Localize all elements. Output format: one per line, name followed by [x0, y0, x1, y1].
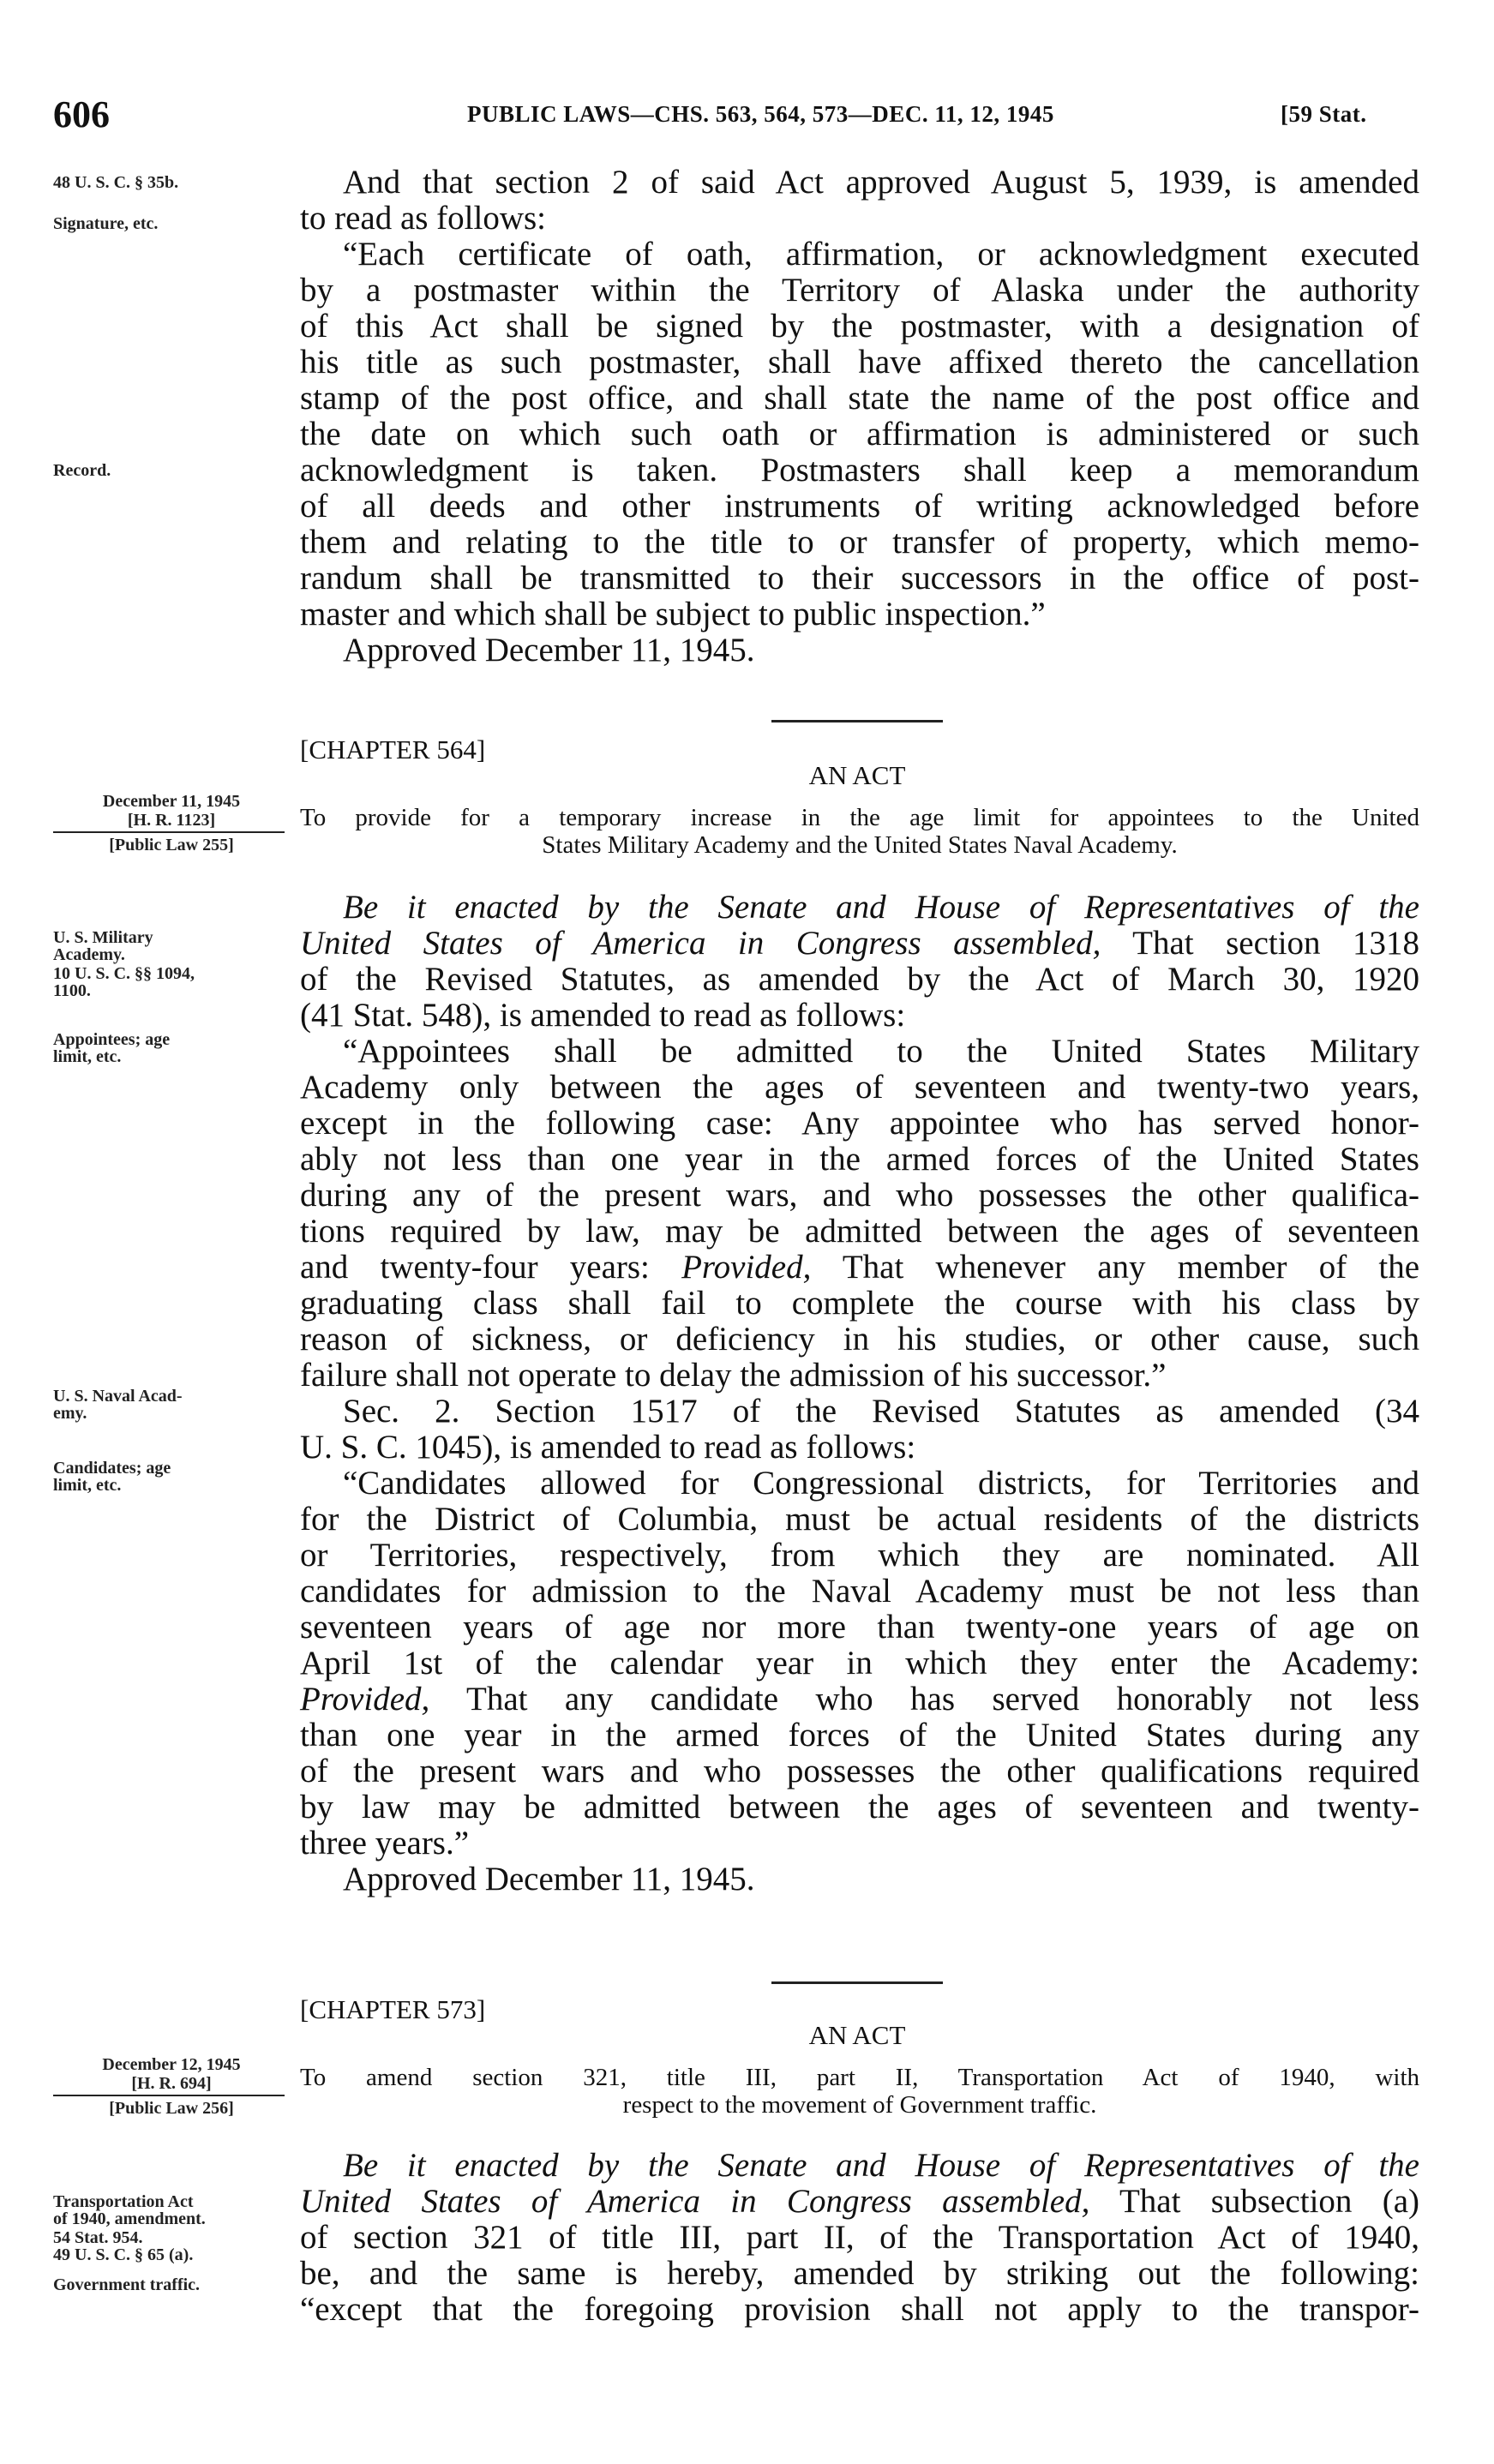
- text-line: master and which shall be subject to public inspection.”: [300, 596, 1046, 632]
- title-line: respect to the movement of Government traffic.: [622, 2091, 1097, 2119]
- text-line: U. S. C. 1045), is amended to read as follows:: [300, 1429, 916, 1466]
- text-line: seventeen years of age nor more than twenty-one years of age on: [300, 1609, 1419, 1646]
- text-line: than one year in the armed forces of the United States during any: [300, 1717, 1419, 1754]
- text-line: three years.”: [300, 1825, 470, 1861]
- enacting-clause-italic: United States of America in Congress assembled,: [300, 2183, 1090, 2220]
- text-line: “Appointees shall be admitted to the United States Military: [343, 1033, 1419, 1070]
- margin-bill: [H. R. 694]: [131, 2074, 212, 2093]
- proviso-pre: and twenty-four years:: [300, 1249, 650, 1286]
- text-line: by a postmaster within the Territory of Alaska under the authority: [300, 272, 1419, 309]
- text-line: graduating class shall fail to complete the course with his class by: [300, 1285, 1419, 1322]
- text-line: be, and the same is hereby, amended by striking out the following:: [300, 2255, 1419, 2292]
- text-line: “Candidates allowed for Congressional districts, for Territories and: [343, 1465, 1419, 1502]
- margin-note-naval-cont: emy.: [53, 1404, 87, 1423]
- margin-rule: [53, 831, 285, 833]
- text-line: tions required by law, may be admitted between the ages of seventeen: [300, 1213, 1419, 1250]
- text-line: “Each certificate of oath, affirmation, or acknowledgment executed: [343, 236, 1419, 273]
- text-line: of section 321 of title III, part II, of the Transportation Act of 1940,: [300, 2219, 1419, 2256]
- text-line: them and relating to the title to or transfer of property, which memo-: [300, 524, 1419, 561]
- enacting-clause-italic: Be it enacted by the Senate and House of Representatives of the: [343, 2147, 1419, 2184]
- proviso-word: Provided,: [300, 1681, 430, 1718]
- text-line: And that section 2 of said Act approved August 5, 1939, is amended: [343, 164, 1419, 201]
- title-line: To provide for a temporary increase in the age limit for appointees to the United: [300, 804, 1419, 831]
- enacting-clause-rest: That section 1318: [1132, 925, 1420, 962]
- text-line: the date on which such oath or affirmation is administered or such: [300, 416, 1419, 453]
- proviso-post: That any candidate who has served honorably not less: [466, 1681, 1419, 1718]
- text-line: of all deeds and other instruments of writing acknowledged before: [300, 488, 1419, 525]
- margin-date: December 12, 1945: [102, 2055, 241, 2074]
- margin-note-candidates: Candidates; age: [53, 1459, 171, 1478]
- act-heading: AN ACT: [808, 760, 906, 790]
- text-line: acknowledgment is taken. Postmasters shall keep a memorandum: [300, 452, 1419, 489]
- margin-note-stat: 54 Stat. 954.: [53, 2228, 143, 2247]
- text-line: reason of sickness, or deficiency in his studies, or other cause, such: [300, 1321, 1419, 1358]
- chapter-573-heading: [CHAPTER 573]: [300, 1994, 486, 2024]
- enacting-clause-italic: United States of America in Congress assembled,: [300, 925, 1101, 962]
- margin-note-usc: 48 U. S. C. § 35b.: [53, 173, 179, 192]
- title-line: To amend section 321, title III, part II, Transportation Act of 1940, with: [300, 2064, 1419, 2091]
- enacting-clause-cont: [300, 2184, 1419, 2220]
- proviso-word: Provided,: [681, 1249, 812, 1286]
- text-line: of the Revised Statutes, as amended by the Act of March 30, 1920: [300, 961, 1419, 998]
- act-heading: AN ACT: [808, 2020, 906, 2050]
- text-line: or Territories, respectively, from which they are nominated. All: [300, 1537, 1419, 1574]
- text-line: ably not less than one year in the armed forces of the United States: [300, 1141, 1419, 1178]
- enacting-clause-cont: [300, 926, 1419, 962]
- margin-note-appointees-cont: limit, etc.: [53, 1047, 122, 1066]
- text-line: candidates for admission to the Naval Academy must be not less than: [300, 1573, 1419, 1610]
- title-line: States Military Academy and the United States Naval Academy.: [542, 831, 1178, 859]
- text-line: Academy only between the ages of seventeen and twenty-two years,: [300, 1069, 1419, 1106]
- margin-note-government-traffic: Government traffic.: [53, 2275, 201, 2294]
- text-line: to read as follows:: [300, 200, 547, 237]
- margin-note-usc: 10 U. S. C. §§ 1094,: [53, 964, 195, 983]
- chapter-564-text: [300, 890, 1419, 1897]
- margin-note-transportation: Transportation Act: [53, 2192, 194, 2211]
- text-line: of the present wars and who possesses the other qualifications required: [300, 1753, 1419, 1790]
- margin-note-usc-cont: 1100.: [53, 981, 91, 1000]
- text-line: April 1st of the calendar year in which they enter the Academy:: [300, 1645, 1419, 1682]
- margin-note-signature: Signature, etc.: [53, 214, 159, 233]
- text-line: except in the following case: Any appointee who has served honor-: [300, 1105, 1419, 1142]
- margin-date: December 11, 1945: [102, 792, 241, 811]
- text-line: “except that the foregoing provision shall not apply to the transpor-: [300, 2291, 1419, 2328]
- margin-public-law: [Public Law 256]: [109, 2099, 234, 2118]
- margin-bill: [H. R. 1123]: [127, 811, 216, 830]
- proviso-line: [300, 1682, 1419, 1718]
- chapter-573-text: [300, 2148, 1419, 2328]
- margin-note-military: U. S. Military: [53, 928, 153, 947]
- margin-note-appointees: Appointees; age: [53, 1030, 171, 1049]
- proviso-post: That whenever any member of the: [842, 1249, 1420, 1286]
- text-line: of this Act shall be signed by the postmaster, with a designation of: [300, 308, 1419, 345]
- margin-note-amendment: of 1940, amendment.: [53, 2209, 206, 2228]
- text-line: for the District of Columbia, must be actual residents of the districts: [300, 1501, 1419, 1538]
- text-line: stamp of the post office, and shall state the name of the post office and: [300, 380, 1419, 417]
- section-divider: [771, 720, 943, 722]
- section1-text: [300, 165, 1419, 668]
- proviso-line: [300, 1250, 1419, 1286]
- margin-note-candidates-cont: limit, etc.: [53, 1476, 122, 1495]
- enacting-clause-rest: That subsection (a): [1119, 2183, 1419, 2220]
- text-line: during any of the present wars, and who possesses the other qualifica-: [300, 1177, 1419, 1214]
- volume-reference: [59 Stat.: [1281, 101, 1367, 127]
- margin-note-academy: Academy.: [53, 945, 125, 964]
- enacting-clause-italic: Be it enacted by the Senate and House of Representatives of the: [343, 889, 1419, 926]
- text-line: his title as such postmaster, shall have affixed thereto the cancellation: [300, 344, 1419, 381]
- section-2-line: Sec. 2. Section 1517 of the Revised Statutes as amended (34: [343, 1393, 1419, 1430]
- section-divider: [771, 1981, 943, 1984]
- margin-note-usc: 49 U. S. C. § 65 (a).: [53, 2245, 194, 2264]
- running-title: PUBLIC LAWS—CHS. 563, 564, 573—DEC. 11, 12, 1945: [467, 101, 1054, 127]
- margin-note-naval: U. S. Naval Acad-: [53, 1387, 183, 1406]
- page-number: 606: [53, 93, 110, 135]
- chapter-564-heading: [CHAPTER 564]: [300, 734, 486, 764]
- margin-note-record: Record.: [53, 461, 111, 480]
- enacting-clause: [300, 2148, 1419, 2184]
- text-line: failure shall not operate to delay the admission of his successor.”: [300, 1357, 1167, 1394]
- act-title: [300, 804, 1419, 859]
- text-line: by law may be admitted between the ages of seventeen and twenty-: [300, 1789, 1419, 1826]
- approved-date: Approved December 11, 1945.: [343, 1861, 755, 1897]
- enacting-clause: [300, 890, 1419, 926]
- text-line: (41 Stat. 548), is amended to read as follows:: [300, 997, 906, 1034]
- text-line: randum shall be transmitted to their successors in the office of post-: [300, 560, 1419, 597]
- approved-date: Approved December 11, 1945.: [343, 632, 755, 668]
- act-title: [300, 2064, 1419, 2119]
- margin-rule: [53, 2095, 285, 2096]
- margin-public-law: [Public Law 255]: [109, 836, 234, 854]
